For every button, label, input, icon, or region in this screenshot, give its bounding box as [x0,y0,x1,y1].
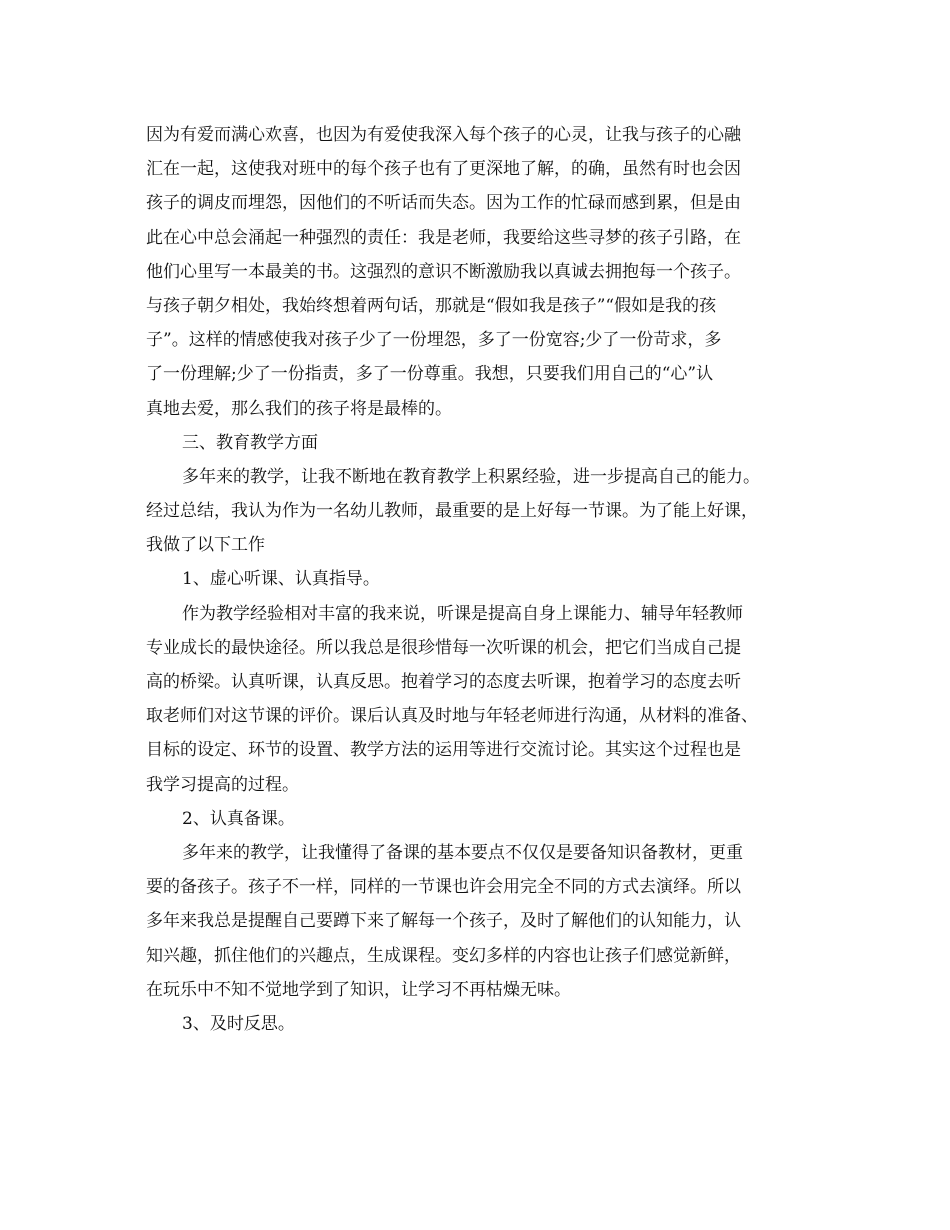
text-line: 我学习提高的过程。 [146,774,299,795]
subsection-heading: 1、虚心听课、认真指导。 [182,569,380,590]
text-line: 子”。这样的情感使我对孩子少了一份埋怨，多了一份宽容;少了一份苛求，多 [146,330,722,351]
paragraph-first-line: 多年来的教学，让我懂得了备课的基本要点不仅仅是要备知识备教材，更重 [182,842,743,863]
text-line: 孩子的调皮而埋怨，因他们的不听话而失态。因为工作的忙碌而感到累，但是由 [146,193,741,214]
subsection-heading: 2、认真备课。 [182,808,295,829]
document-body [146,118,816,1041]
text-line: 了一份理解;少了一份指责，多了一份尊重。我想，只要我们用自己的“心”认 [146,364,714,385]
text-line: 我做了以下工作 [146,535,265,556]
section-heading: 三、教育教学方面 [182,432,318,453]
text-line: 专业成长的最快途径。所以我总是很珍惜每一次听课的机会，把它们当成自己提 [146,637,741,658]
text-line: 真地去爱，那么我们的孩子将是最棒的。 [146,398,452,419]
text-line: 要的备孩子。孩子不一样，同样的一节课也许会用完全不同的方式去演绎。所以 [146,877,741,898]
text-line: 经过总结，我认为作为一名幼儿教师，最重要的是上好每一节课。为了能上好课， [146,501,758,522]
text-line: 目标的设定、环节的设置、教学方法的运用等进行交流讨论。其实这个过程也是 [146,740,741,761]
text-line: 此在心中总会涌起一种强烈的责任：我是老师，我要给这些寻梦的孩子引路，在 [146,227,741,248]
subsection-heading: 3、及时反思。 [182,1013,295,1034]
text-line: 他们心里写一本最美的书。这强烈的意识不断激励我以真诚去拥抱每一个孩子。 [146,261,741,282]
paragraph-first-line: 多年来的教学，让我不断地在教育教学上积累经验，进一步提高自己的能力。 [182,466,760,487]
text-line: 取老师们对这节课的评价。课后认真及时地与年轻老师进行沟通，从材料的准备、 [146,706,758,727]
text-line: 知兴趣，抓住他们的兴趣点，生成课程。变幻多样的内容也让孩子们感觉新鲜， [146,945,741,966]
text-line: 汇在一起，这使我对班中的每个孩子也有了更深地了解，的确，虽然有时也会因 [146,159,741,180]
text-line: 与孩子朝夕相处，我始终想着两句话，那就是“假如我是孩子”“假如是我的孩 [146,295,717,316]
text-line: 高的桥梁。认真听课，认真反思。抱着学习的态度去听课，抱着学习的态度去听 [146,672,741,692]
text-line: 因为有爱而满心欢喜，也因为有爱使我深入每个孩子的心灵，让我与孩子的心融 [146,125,741,145]
text-line: 多年来我总是提醒自己要蹲下来了解每一个孩子，及时了解他们的认知能力，认 [146,911,741,932]
paragraph-first-line: 作为教学经验相对丰富的我来说，听课是提高自身上课能力、辅导年轻教师 [182,603,743,624]
text-line: 在玩乐中不知不觉地学到了知识，让学习不再枯燥无味。 [146,979,571,1000]
